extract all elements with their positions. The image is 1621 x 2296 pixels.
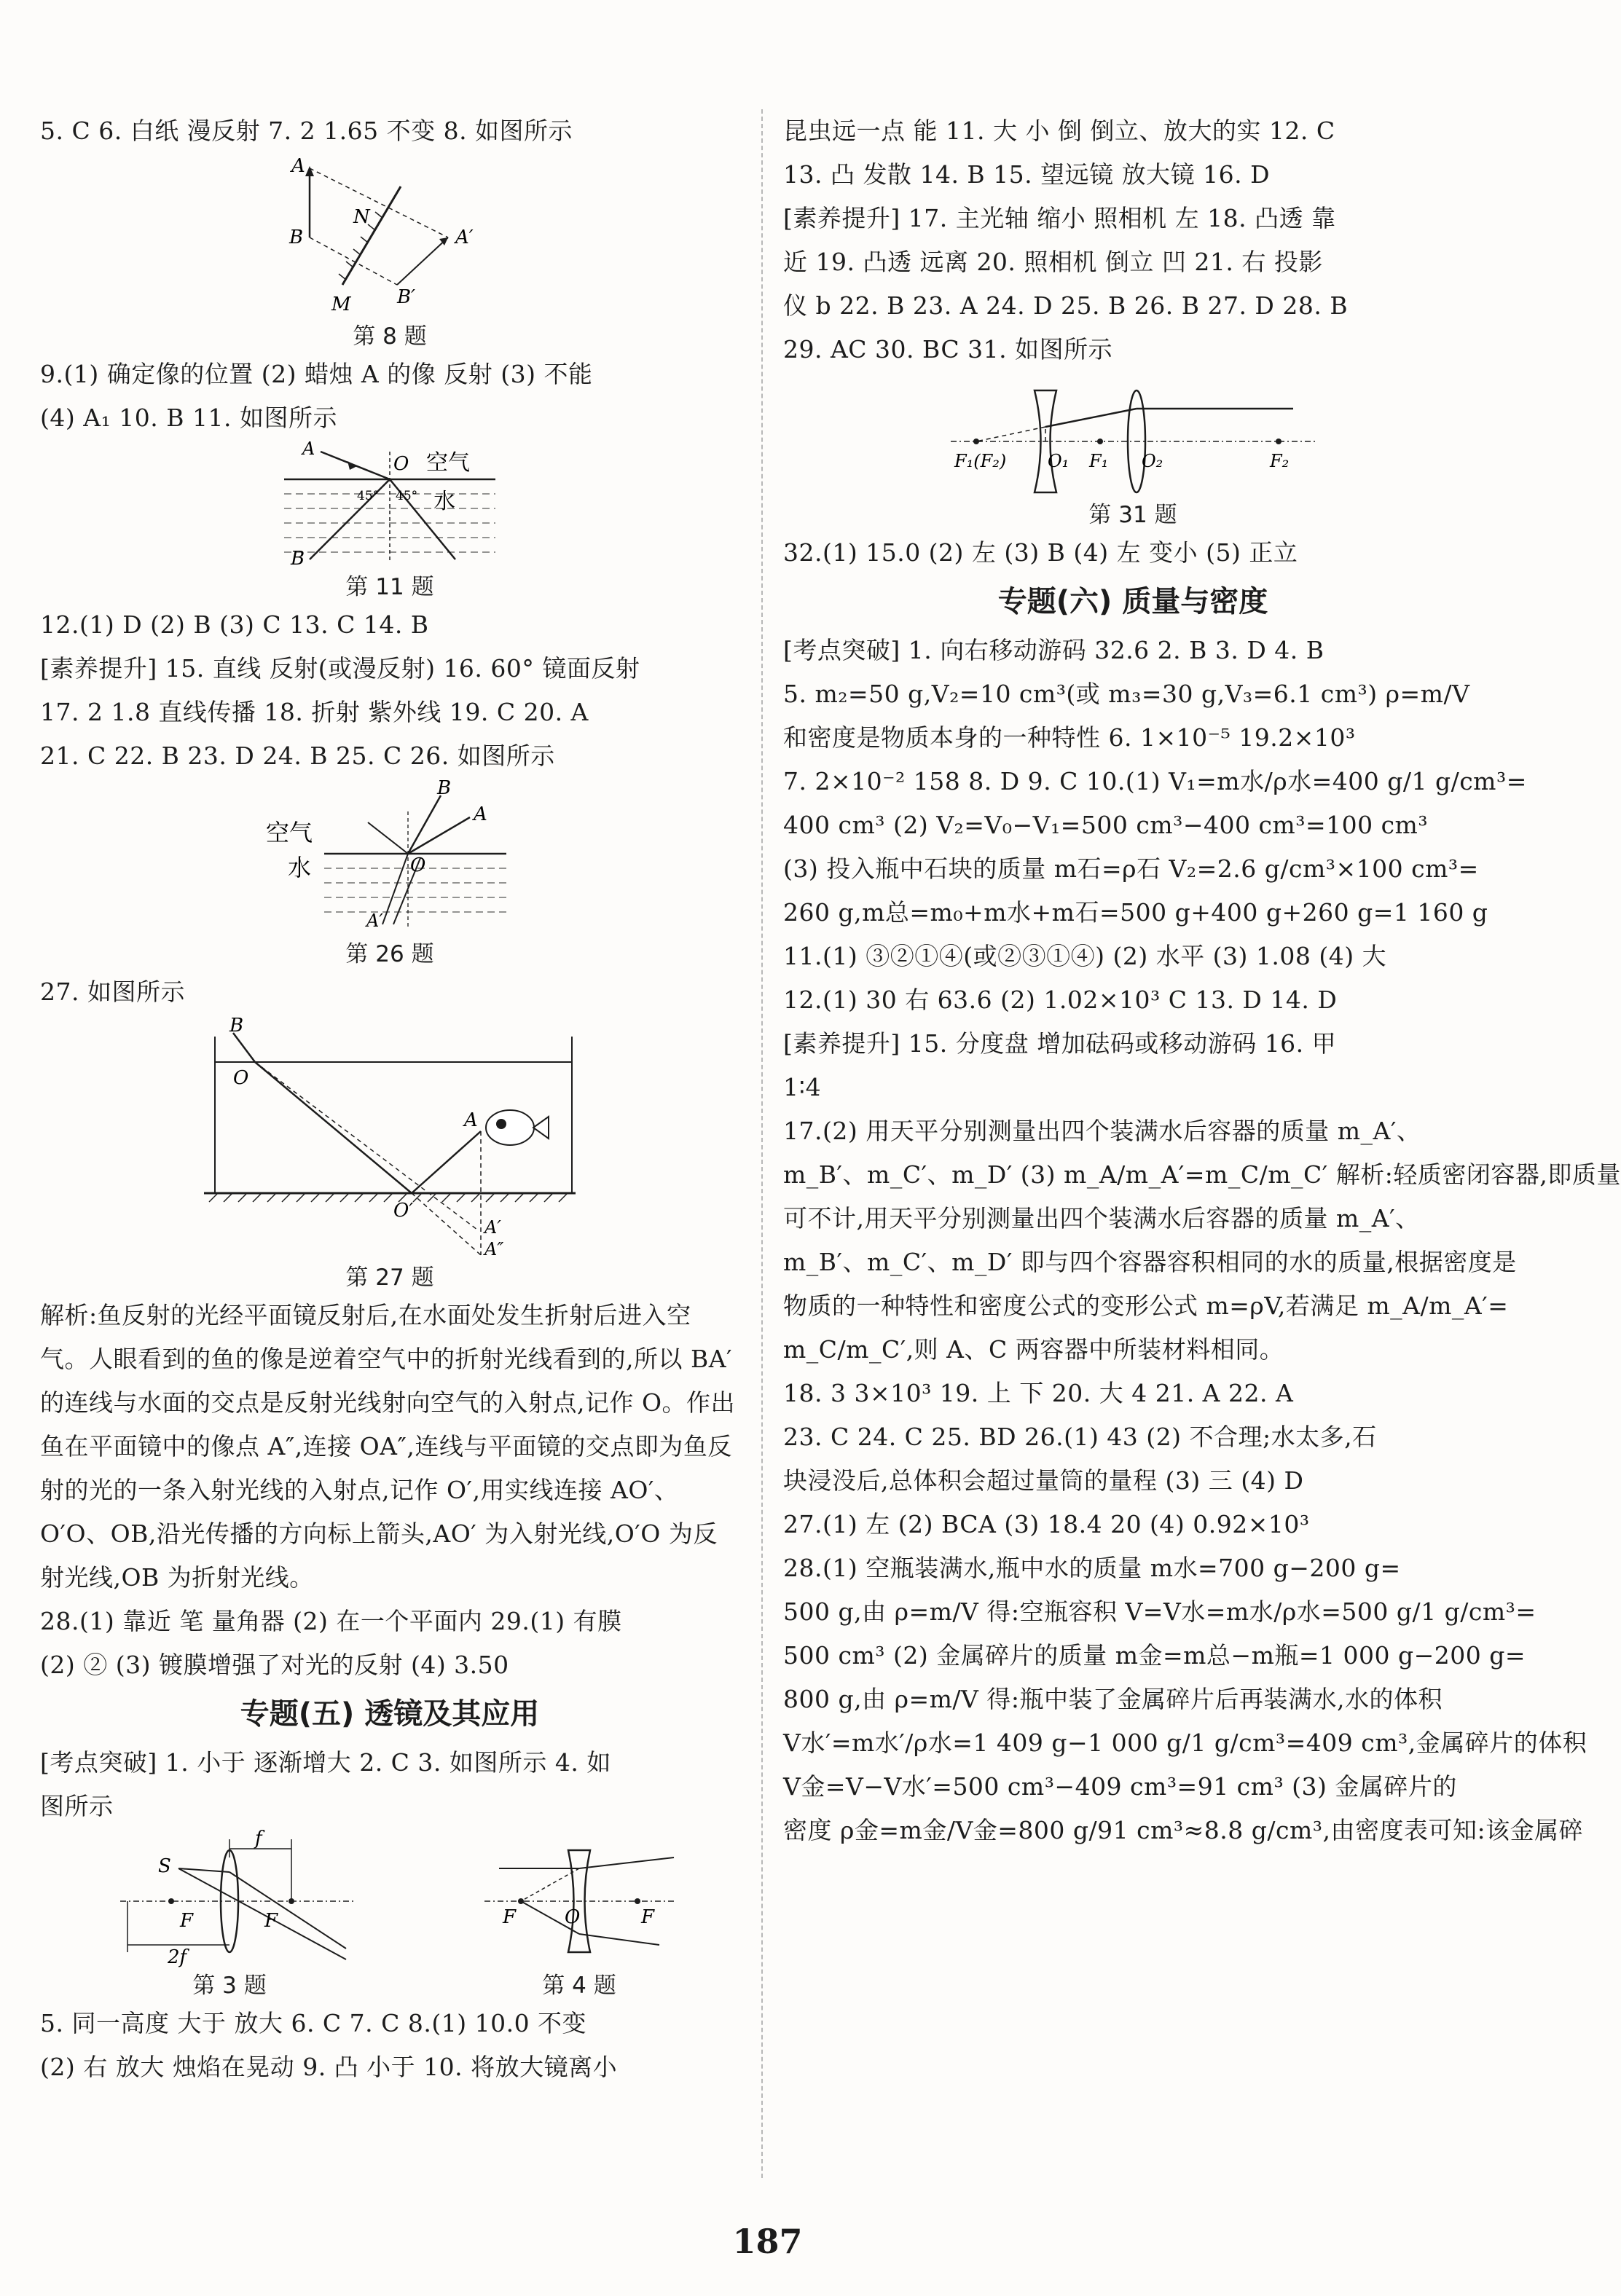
figure-caption: 第 31 题 <box>1088 502 1177 528</box>
answer-line: 800 g,由 ρ=m/V 得:瓶中装了金属碎片后再装满水,水的体积 <box>783 1685 1443 1713</box>
answer-line: 500 g,由 ρ=m/V 得:空瓶容积 V=V水=m水/ρ水=500 g/1 g/cm³= <box>783 1597 1536 1626</box>
figure-caption: 第 8 题 <box>353 323 427 350</box>
figure-3-convex-lens <box>98 1828 361 1967</box>
answer-line: 5. 同一高度 大于 放大 6. C 7. C 8.(1) 10.0 不变 <box>40 2009 587 2037</box>
answer-line: 5. m₂=50 g,V₂=10 cm³(或 m₃=30 g,V₃=6.1 cm³) ρ=m/V <box>783 680 1470 708</box>
answer-line: 5. C 6. 白纸 漫反射 7. 2 1.65 不变 8. 如图所示 <box>40 117 573 145</box>
answer-line: 图所示 <box>40 1792 114 1820</box>
svg-text:F: F <box>180 1910 194 1932</box>
svg-text:A: A <box>291 155 305 177</box>
svg-text:O: O <box>393 453 409 475</box>
answer-line: 18. 3 3×10³ 19. 上 下 20. 大 4 21. A 22. A <box>783 1379 1294 1407</box>
answer-line: 260 g,m总=m₀+m水+m石=500 g+400 g+260 g=1 160 g <box>783 898 1488 927</box>
answer-line: [素养提升] 15. 分度盘 增加砝码或移动游码 16. 甲 <box>783 1029 1337 1058</box>
svg-text:F₁: F₁ <box>1089 451 1109 471</box>
svg-text:2f: 2f <box>168 1946 187 1968</box>
answer-line: (2) 右 放大 烛焰在晃动 9. 凸 小于 10. 将放大镜离小 <box>40 2053 618 2081</box>
right-column <box>783 109 1621 1852</box>
answer-line: 12.(1) 30 右 63.6 (2) 1.02×10³ C 13. D 14. D <box>783 986 1338 1014</box>
answer-line: 17.(2) 用天平分别测量出四个装满水后容器的质量 m_A′、 <box>783 1117 1421 1145</box>
answer-line: 7. 2×10⁻² 158 8. D 9. C 10.(1) V₁=m水/ρ水=400 g/1 g/cm³= <box>783 767 1527 795</box>
svg-text:B: B <box>437 777 452 799</box>
svg-text:A″: A″ <box>484 1239 504 1259</box>
section-heading: 专题(六) 质量与密度 <box>997 585 1268 618</box>
svg-text:S: S <box>158 1855 171 1877</box>
svg-text:B: B <box>291 548 305 570</box>
svg-text:A: A <box>474 803 487 825</box>
answer-line: 400 cm³ (2) V₂=V₀−V₁=500 cm³−400 cm³=100 cm³ <box>783 811 1429 839</box>
answer-line: 密度 ρ金=m金/V金=800 g/91 cm³≈8.8 g/cm³,由密度表可知:该金属碎 <box>783 1816 1584 1844</box>
answer-line: [素养提升] 15. 直线 反射(或漫反射) 16. 60° 镜面反射 <box>40 654 640 683</box>
figure-11-refraction <box>280 439 499 570</box>
answer-line: 近 19. 凸透 远离 20. 照相机 倒立 凹 21. 右 投影 <box>783 248 1323 276</box>
answer-line: 28.(1) 靠近 笔 量角器 (2) 在一个平面内 29.(1) 有膜 <box>40 1607 622 1635</box>
figure-caption: 第 27 题 <box>345 1265 434 1291</box>
svg-text:水: 水 <box>433 489 455 514</box>
svg-text:F: F <box>264 1910 278 1932</box>
answer-line: m_C/m_C′,则 A、C 两容器中所装材料相同。 <box>783 1335 1284 1364</box>
answer-line: [考点突破] 1. 向右移动游码 32.6 2. B 3. D 4. B <box>783 636 1324 664</box>
answer-line: 9.(1) 确定像的位置 (2) 蜡烛 A 的像 反射 (3) 不能 <box>40 360 593 388</box>
answer-line: 28.(1) 空瓶装满水,瓶中水的质量 m水=700 g−200 g= <box>783 1554 1401 1582</box>
answer-line: V水′=m水′/ρ水=1 409 g−1 000 g/1 g/cm³=409 cm³,金属碎片的体积 <box>783 1729 1587 1757</box>
figure-26-refraction <box>266 777 514 935</box>
svg-text:f: f <box>255 1828 262 1849</box>
figure-caption: 第 4 题 <box>542 1973 616 1999</box>
svg-text:45°: 45° <box>396 489 418 503</box>
answer-line: 物质的一种特性和密度公式的变形公式 m=ρV,若满足 m_A/m_A′= <box>783 1292 1509 1320</box>
svg-text:F: F <box>641 1906 655 1928</box>
figure-caption: 第 11 题 <box>345 574 434 600</box>
answer-line: 可不计,用天平分别测量出四个装满水后容器的质量 m_A′、 <box>783 1204 1420 1232</box>
svg-text:水: 水 <box>288 854 312 881</box>
svg-text:45°: 45° <box>357 489 380 503</box>
analysis-paragraph: 解析:鱼反射的光经平面镜反射后,在水面处发生折射后进入空气。人眼看到的鱼的像是逆着空气中的折射光线看到的,所以 BA′ 的连线与水面的交点是反射光线射向空气的入射点,记作 O。作出鱼在平面镜中的像点 A″,连接 OA″,连线与平面镜的交点即为鱼反射的光的一条入射光线的入射点,记作 O′,用实线连接 AO′、O′O、OB,沿光传播的方向标上箭头,AO′ 为入射光线,O′O 为反射光线,OB 为折射光线。 <box>40 1301 736 1592</box>
answer-line: 仪 b 22. B 23. A 24. D 25. B 26. B 27. D 28. B <box>783 291 1349 320</box>
answer-line: 12.(1) D (2) B (3) C 13. C 14. B <box>40 610 429 639</box>
figure-31-lens-combination <box>943 376 1322 496</box>
svg-text:M: M <box>331 294 351 315</box>
answer-line: 块浸没后,总体积会超过量筒的量程 (3) 三 (4) D <box>783 1466 1304 1495</box>
svg-text:O₂: O₂ <box>1142 451 1163 471</box>
figure-4-concave-lens <box>477 1828 681 1967</box>
svg-text:O: O <box>410 854 426 876</box>
answer-line: (2) ② (3) 镀膜增强了对光的反射 (4) 3.50 <box>40 1651 509 1679</box>
svg-text:A: A <box>464 1109 478 1131</box>
answer-line: 29. AC 30. BC 31. 如图所示 <box>783 335 1113 363</box>
answer-line: 11.(1) ③②①④(或②③①④) (2) 水平 (3) 1.08 (4) 大 <box>783 942 1387 970</box>
column-divider <box>761 109 763 2178</box>
svg-text:O: O <box>233 1067 249 1089</box>
svg-text:A′: A′ <box>366 911 383 931</box>
answer-line: 13. 凸 发散 14. B 15. 望远镜 放大镜 16. D <box>783 160 1271 189</box>
left-column <box>40 109 739 2089</box>
answer-line: V金=V−V水′=500 cm³−409 cm³=91 cm³ (3) 金属碎片的 <box>783 1772 1457 1801</box>
answer-line: 27.(1) 左 (2) BCA (3) 18.4 20 (4) 0.92×10³ <box>783 1510 1310 1538</box>
answer-line: m_B′、m_C′、m_D′ (3) m_A/m_A′=m_C/m_C′ 解析:轻质密闭容器,即质量 <box>783 1160 1621 1189</box>
svg-text:F: F <box>503 1906 517 1928</box>
svg-text:A′: A′ <box>455 227 474 248</box>
answer-line: 昆虫远一点 能 11. 大 小 倒 倒立、放大的实 12. C <box>783 117 1335 145</box>
svg-text:A′: A′ <box>484 1217 501 1238</box>
svg-text:O₁: O₁ <box>1048 451 1069 471</box>
svg-text:A: A <box>302 439 315 459</box>
answer-line: (4) A₁ 10. B 11. 如图所示 <box>40 404 337 432</box>
answer-line: 27. 如图所示 <box>40 978 185 1006</box>
answer-line: [考点突破] 1. 小于 逐渐增大 2. C 3. 如图所示 4. 如 <box>40 1748 611 1777</box>
answer-line: 和密度是物质本身的一种特性 6. 1×10⁻⁵ 19.2×10³ <box>783 723 1356 752</box>
answer-line: (3) 投入瓶中石块的质量 m石=ρ石 V₂=2.6 g/cm³×100 cm³= <box>783 854 1479 883</box>
figure-27-fish-mirror <box>200 1015 579 1259</box>
svg-text:空气: 空气 <box>266 819 313 846</box>
svg-text:O: O <box>565 1906 581 1928</box>
svg-text:N: N <box>353 206 370 228</box>
figure-8-plane-mirror <box>280 157 499 318</box>
answer-line: 32.(1) 15.0 (2) 左 (3) B (4) 左 变小 (5) 正立 <box>783 538 1298 567</box>
svg-text:F₁(F₂): F₁(F₂) <box>954 451 1007 471</box>
section-heading: 专题(五) 透镜及其应用 <box>240 1697 540 1731</box>
svg-text:F₂: F₂ <box>1270 451 1290 471</box>
svg-text:O′: O′ <box>393 1200 414 1222</box>
svg-text:B: B <box>229 1015 244 1037</box>
answer-line: m_B′、m_C′、m_D′ 即与四个容器容积相同的水的质量,根据密度是 <box>783 1248 1517 1276</box>
answer-line: 1∶4 <box>783 1073 822 1101</box>
svg-text:B′: B′ <box>397 286 416 308</box>
svg-text:B: B <box>289 227 304 248</box>
figure-caption: 第 3 题 <box>192 1973 267 1999</box>
answer-line: [素养提升] 17. 主光轴 缩小 照相机 左 18. 凸透 靠 <box>783 204 1336 232</box>
answer-line: 500 cm³ (2) 金属碎片的质量 m金=m总−m瓶=1 000 g−200 g= <box>783 1641 1526 1670</box>
answer-line: 21. C 22. B 23. D 24. B 25. C 26. 如图所示 <box>40 742 555 770</box>
figure-caption: 第 26 题 <box>345 941 434 967</box>
svg-text:空气: 空气 <box>426 450 470 476</box>
answer-line: 17. 2 1.8 直线传播 18. 折射 紫外线 19. C 20. A <box>40 698 589 726</box>
answer-line: 23. C 24. C 25. BD 26.(1) 43 (2) 不合理;水太多,石 <box>783 1423 1377 1451</box>
page-number: 187 <box>732 2222 803 2261</box>
